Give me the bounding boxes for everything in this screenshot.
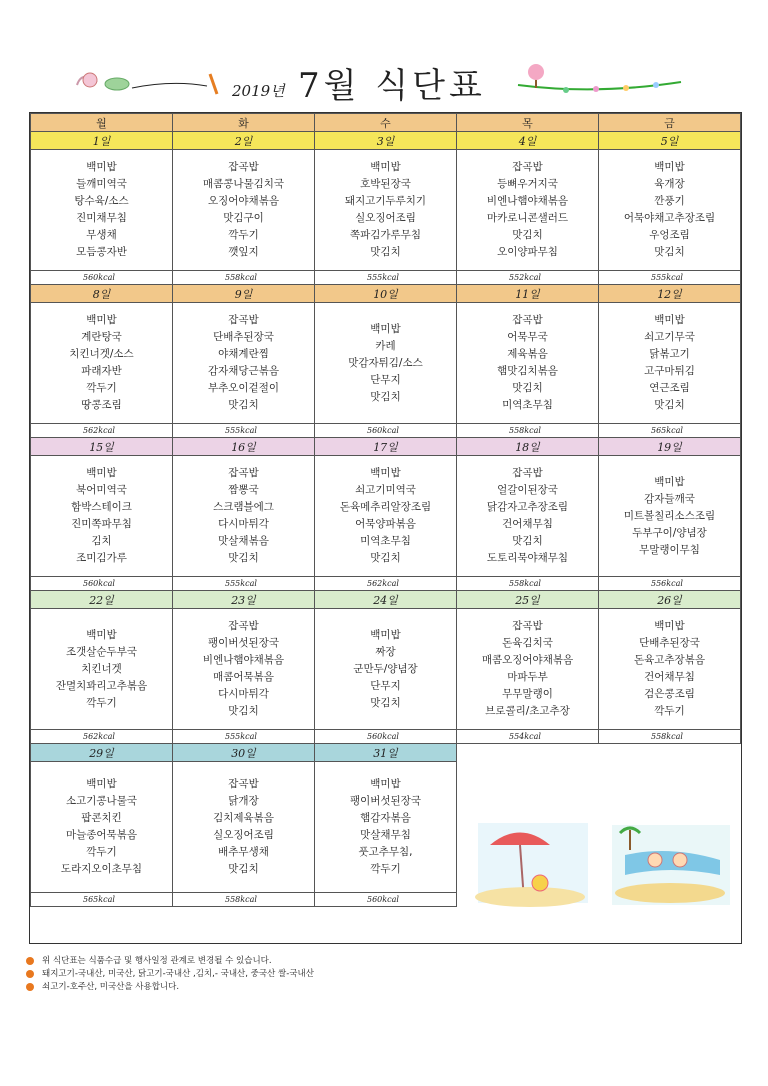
menu-item: 무말랭이무침 [639,543,700,556]
menu-cell [315,303,457,424]
menu-item: 백미밥 [370,161,401,173]
menu-item: 맛김치 [512,535,543,547]
weekday-mon: 월 [31,114,173,132]
date-cell: 9일 [173,285,315,303]
weeks-body [31,132,741,907]
date-row [31,744,741,762]
menu-item: 오징어야채볶음 [207,195,279,207]
menu-item: 백미밥 [370,778,401,790]
menu-row [31,303,741,424]
weekday-thu: 목 [457,114,599,132]
menu-item: 호박된장국 [360,178,411,190]
menu-item: 닭감자고추장조림 [486,501,569,513]
menu-item: 깍두기 [370,863,401,875]
menu-item: 백미밥 [86,314,117,326]
menu-item: 짬뽕국 [228,484,259,496]
menu-cell [315,762,457,893]
menu-cell [457,150,599,271]
menu-item: 잡곡밥 [228,620,259,632]
menu-item: 팽이버섯된장국 [207,637,279,649]
kcal-cell: 560kcal [31,271,173,285]
menu-item: 진미쪽파무침 [71,518,132,530]
menu-item: 비엔나햄야채볶음 [202,654,285,666]
menu-item: 백미밥 [86,778,117,790]
menu-item: 백미밥 [654,475,685,488]
menu-cell [173,762,315,893]
date-cell: 16일 [173,438,315,456]
menu-item: 팽이버섯된장국 [349,795,421,807]
menu-item: 잡곡밥 [512,620,543,632]
weekday-wed: 수 [315,114,457,132]
menu-item: 김치 [91,535,112,547]
kcal-row [31,424,741,438]
menu-item: 햄감자볶음 [360,812,411,824]
menu-item: 돈육고추장볶음 [633,654,705,666]
menu-item: 매콤어묵볶음 [213,671,274,683]
menu-item: 미역초무침 [360,535,411,547]
menu-item: 무무말랭이 [502,688,553,700]
menu-item: 맛살채무침 [360,829,411,841]
menu-item: 등뼈우거지국 [497,178,558,190]
menu-cell [173,456,315,577]
menu-item: 실오징어조림 [213,829,274,841]
menu-item: 맛김치 [370,696,401,709]
menu-item: 백미밥 [86,628,117,641]
note-text: 쇠고기-호주산, 미국산을 사용합니다. [42,982,180,992]
menu-item: 닭개장 [228,795,259,807]
menu-item: 야채계란찜 [218,348,269,360]
menu-item: 모듬콩자반 [76,246,127,258]
note-text: 돼지고기-국내산, 미국산, 닭고기-국내산 ,김치,- 국내산, 중국산 쌀-국내산 [42,969,314,979]
menu-cell [31,762,173,893]
menu-item: 깍두기 [86,846,117,858]
menu-item: 짜장 [375,645,396,658]
menu-item: 비엔나햄야채볶음 [486,195,569,207]
menu-item: 마파두부 [507,671,548,683]
kcal-cell: 560kcal [315,424,457,438]
kcal-cell: 560kcal [315,893,457,907]
note-text: 위 식단표는 식품수급 및 행사일정 관계로 변경될 수 있습니다. [42,956,272,966]
menu-item: 맛김치 [370,390,401,403]
menu-item: 군만두/양념장 [353,662,418,675]
menu-item: 검은콩조림 [644,688,695,700]
menu-item: 깍두기 [86,696,117,709]
menu-item: 맛김치 [370,552,401,564]
bullet-icon [26,957,34,965]
menu-item: 탕수육/소스 [74,195,129,207]
date-cell: 30일 [173,744,315,762]
menu-item: 마카로니콘샐러드 [486,212,569,224]
menu-item: 돈육메추리알장조림 [339,501,432,513]
menu-cell [173,150,315,271]
menu-item: 깍두기 [228,229,259,241]
menu-item: 맛김치 [228,552,259,564]
menu-item: 우엉조림 [649,229,690,241]
menu-item: 잡곡밥 [228,161,259,173]
menu-item: 계란탕국 [81,331,122,343]
menu-item: 다시마튀각 [218,518,269,530]
kcal-row [31,730,741,744]
menu-item: 잡곡밥 [512,314,543,326]
year-label: 2019년 [232,82,285,100]
menu-cell [457,609,599,730]
menu-cell [31,150,173,271]
menu-cell [457,303,599,424]
date-cell: 8일 [31,285,173,303]
menu-item: 연근조림 [649,382,690,394]
menu-item: 잡곡밥 [228,778,259,790]
menu-item: 단배추된장국 [213,331,274,343]
kcal-cell: 565kcal [599,424,741,438]
menu-row [31,456,741,577]
note-item [26,968,726,981]
menu-item: 단무지 [370,679,401,692]
summer-beach-illustrations [470,805,740,915]
menu-item: 깐풍기 [654,195,685,207]
date-row [31,438,741,456]
menu-item: 매콤콩나물김치국 [202,178,285,190]
date-cell: 11일 [457,285,599,303]
notes-section [26,955,726,994]
menu-cell [173,609,315,730]
menu-item: 두부구이/양념장 [632,526,707,539]
kcal-cell: 555kcal [173,730,315,744]
kcal-cell: 558kcal [457,424,599,438]
menu-item: 들깨미역국 [76,178,127,190]
date-row [31,132,741,150]
menu-item: 백미밥 [86,467,117,479]
date-cell: 23일 [173,591,315,609]
kcal-cell: 558kcal [599,730,741,744]
menu-item: 깻잎지 [228,246,259,258]
menu-item: 팝콘치킨 [81,812,122,824]
bullet-icon [26,983,34,991]
kcal-row [31,577,741,591]
menu-item: 소고기콩나물국 [65,795,137,807]
menu-cell [599,609,741,730]
menu-item: 잡곡밥 [512,467,543,479]
menu-row [31,609,741,730]
menu-item: 무생채 [86,229,117,241]
menu-item: 함박스테이크 [71,501,132,513]
date-cell: 12일 [599,285,741,303]
menu-item: 단무지 [370,373,401,386]
menu-item: 제육볶음 [507,348,548,360]
date-cell: 26일 [599,591,741,609]
menu-item: 감자채당근볶음 [207,365,279,377]
menu-item: 백미밥 [654,620,685,632]
menu-item: 마늘종어묵볶음 [65,829,137,841]
menu-item: 햄맛김치볶음 [497,365,558,377]
weekday-tue: 화 [173,114,315,132]
kcal-cell: 558kcal [457,577,599,591]
menu-item: 맛김구이 [223,212,264,224]
menu-item: 미트볼칠리소스조림 [623,509,716,522]
menu-item: 백미밥 [370,467,401,479]
menu-item: 백미밥 [370,628,401,641]
page-title: 7월 식단표 [298,66,486,106]
menu-item: 얼갈이된장국 [497,484,558,496]
kcal-cell: 562kcal [31,424,173,438]
meal-calendar [29,112,742,944]
menu-item: 맛김치 [654,399,685,411]
menu-item: 깍두기 [654,705,685,717]
menu-item: 맛김치 [228,399,259,411]
menu-item: 백미밥 [654,314,685,326]
menu-cell [457,456,599,577]
menu-item: 미역초무침 [502,399,553,411]
menu-cell [599,456,741,577]
menu-item: 맛감자튀김/소스 [348,356,423,369]
menu-item: 단배추된장국 [639,637,700,649]
menu-item: 어묵양파볶음 [355,518,416,530]
menu-cell [315,150,457,271]
date-cell: 29일 [31,744,173,762]
menu-item: 백미밥 [86,161,117,173]
note-item [26,955,726,968]
menu-item: 매콤오징어야채볶음 [481,654,574,666]
menu-item: 도토리묵야채무침 [486,552,569,564]
menu-item: 카레 [375,339,396,352]
kcal-cell: 556kcal [599,577,741,591]
date-cell: 4일 [457,132,599,150]
menu-item: 배추무생채 [218,846,269,858]
menu-item: 맛김치 [228,863,259,875]
menu-item: 쇠고기무국 [644,331,695,343]
menu-item: 닭볶고기 [649,348,690,360]
menu-item: 부추오이겉절이 [207,382,279,394]
date-cell: 2일 [173,132,315,150]
kcal-cell: 552kcal [457,271,599,285]
menu-item: 감자들깨국 [644,492,695,505]
menu-item: 건어채무침 [644,671,695,683]
menu-item: 잡곡밥 [228,314,259,326]
menu-cell [31,303,173,424]
date-cell: 22일 [31,591,173,609]
menu-row [31,150,741,271]
kcal-cell: 554kcal [457,730,599,744]
date-row [31,285,741,303]
menu-cell [31,609,173,730]
menu-item: 브로콜리/초고추장 [485,705,570,717]
menu-cell [315,609,457,730]
menu-item: 고구마튀김 [644,365,695,377]
menu-item: 잔멸치꽈리고추볶음 [55,679,148,692]
kcal-cell: 562kcal [315,577,457,591]
menu-item: 치킨너겟 [81,662,122,675]
menu-item: 실오징어조림 [355,212,416,224]
menu-item: 잡곡밥 [228,467,259,479]
menu-item: 맛김치 [512,382,543,394]
menu-item: 백미밥 [370,322,401,335]
menu-item: 조갯살순두부국 [65,645,137,658]
empty-cell [599,744,741,762]
menu-item: 돈육김치국 [502,637,553,649]
calendar-table [30,113,741,907]
menu-item: 북어미역국 [76,484,127,496]
bullet-icon [26,970,34,978]
menu-item: 돼지고기두루치기 [344,195,427,207]
kcal-cell: 558kcal [173,271,315,285]
menu-item: 백미밥 [654,161,685,173]
menu-cell [173,303,315,424]
weekday-header-row [31,114,741,132]
menu-item: 치킨너겟/소스 [69,348,134,360]
menu-cell [599,150,741,271]
menu-item: 쇠고기미역국 [355,484,416,496]
menu-cell [315,456,457,577]
menu-item: 땅콩조림 [81,399,122,411]
date-cell: 18일 [457,438,599,456]
date-cell: 10일 [315,285,457,303]
menu-item: 어묵야채고추장조림 [623,212,716,224]
menu-item: 맛살채볶음 [218,535,269,547]
date-cell: 3일 [315,132,457,150]
menu-item: 김치제육볶음 [213,812,274,824]
weekday-fri: 금 [599,114,741,132]
menu-item: 잡곡밥 [512,161,543,173]
kcal-cell: 565kcal [31,893,173,907]
date-cell: 24일 [315,591,457,609]
menu-item: 깍두기 [86,382,117,394]
menu-item: 쪽파김가루무침 [349,229,421,241]
date-row [31,591,741,609]
date-cell: 15일 [31,438,173,456]
kcal-cell: 558kcal [173,893,315,907]
kcal-row [31,271,741,285]
menu-item: 파래자반 [81,365,122,377]
tree-garland-decoration-icon [516,60,686,100]
date-cell: 19일 [599,438,741,456]
menu-cell [599,303,741,424]
picnic-decoration-icon [72,60,242,100]
note-item [26,981,726,994]
kcal-cell: 555kcal [315,271,457,285]
menu-item: 맛김치 [654,246,685,258]
kcal-cell: 555kcal [599,271,741,285]
menu-item: 맛김치 [228,705,259,717]
date-cell: 5일 [599,132,741,150]
kcal-cell: 555kcal [173,424,315,438]
menu-item: 다시마튀각 [218,688,269,700]
menu-cell [31,456,173,577]
menu-item: 육개장 [654,178,685,190]
page-header [0,0,768,110]
kcal-cell: 555kcal [173,577,315,591]
menu-item: 오이양파무침 [497,246,558,258]
menu-item: 조미김가루 [76,552,127,564]
date-cell: 1일 [31,132,173,150]
menu-item: 맛김치 [370,246,401,258]
kcal-cell: 562kcal [31,730,173,744]
date-cell: 17일 [315,438,457,456]
kcal-cell: 560kcal [31,577,173,591]
menu-item: 풋고추무침, [358,846,413,858]
menu-item: 스크램블에그 [213,501,274,513]
kcal-cell: 560kcal [315,730,457,744]
menu-item: 건어채무침 [502,518,553,530]
date-cell: 31일 [315,744,457,762]
menu-item: 맛김치 [512,229,543,241]
empty-cell [457,744,599,762]
menu-item: 도라지오이초무침 [60,863,143,875]
menu-item: 어묵무국 [507,331,548,343]
menu-item: 진미채무침 [76,212,127,224]
date-cell: 25일 [457,591,599,609]
